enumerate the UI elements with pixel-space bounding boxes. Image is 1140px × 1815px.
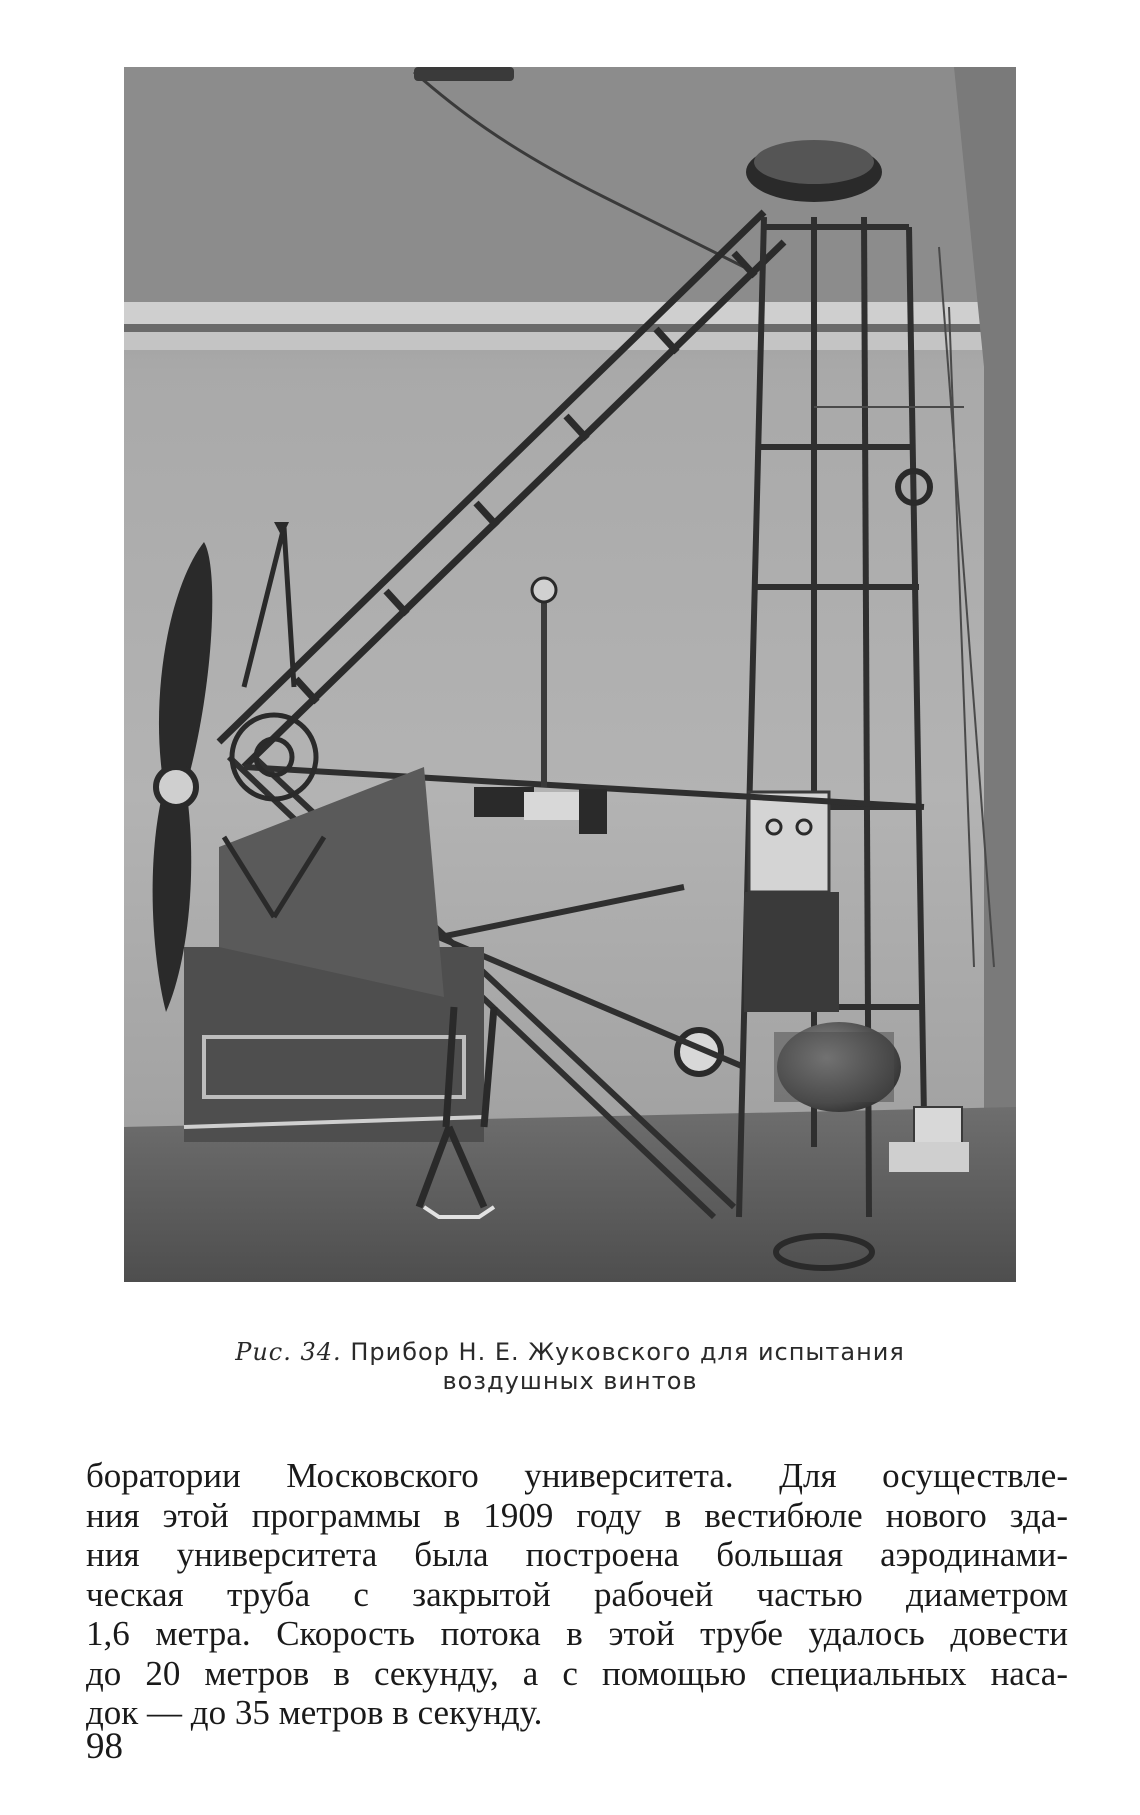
caption-text-1: Прибор Н. Е. Жуковского для испытания xyxy=(350,1338,905,1366)
pressure-gauge xyxy=(532,578,556,602)
ceiling xyxy=(124,67,1016,327)
caption-line-2: воздушных винтов xyxy=(442,1367,698,1395)
figure-label: Рис. 34. xyxy=(235,1338,342,1366)
figure-caption xyxy=(124,1338,1016,1396)
body-line-4: ческая труба с закрытой рабочей частью диаметром xyxy=(86,1574,1068,1614)
body-line-3: ния университета была построена большая аэродинами- xyxy=(86,1535,1068,1574)
control-panel xyxy=(749,792,829,892)
page-number: 98 xyxy=(86,1726,123,1767)
figure-photo-zhukovsky-apparatus xyxy=(124,67,1016,1282)
body-line-7: док — до 35 метров в секунду. xyxy=(86,1693,543,1732)
wall-molding xyxy=(124,302,1016,324)
body-line-2: ния этой программы в 1909 году в вестибюле нового зда- xyxy=(86,1495,1068,1535)
apparatus-illustration xyxy=(124,67,1016,1282)
caption-line-1 xyxy=(124,1338,1016,1367)
body-line-5: 1,6 метра. Скорость потока в этой трубе удалось довести xyxy=(86,1614,1068,1653)
body-paragraph xyxy=(86,1456,1068,1733)
body-line-1: боратории Московского университета. Для осуществле- xyxy=(86,1456,1068,1495)
body-line-6: до 20 метров в секунду, а с помощью специальных наса- xyxy=(86,1653,1068,1693)
